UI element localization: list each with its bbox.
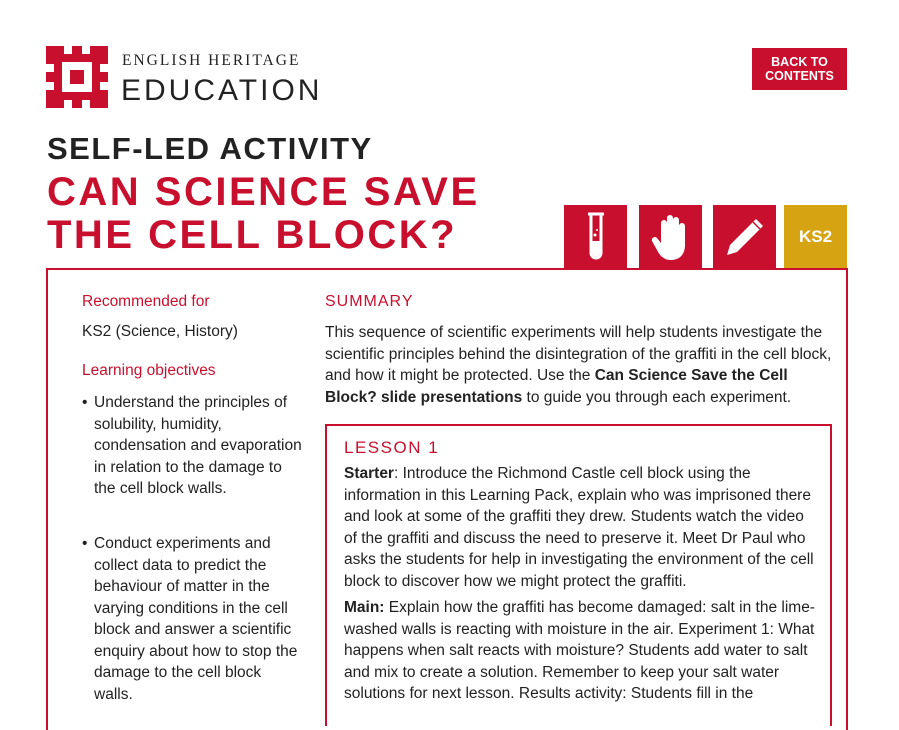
page-title-line1: CAN SCIENCE SAVE bbox=[47, 170, 480, 214]
activity-type-heading: SELF-LED ACTIVITY bbox=[47, 131, 373, 166]
logo-notch-bottom-right bbox=[82, 100, 90, 108]
starter-text: : Introduce the Richmond Castle cell block using the information in this Learning Pack, explain who was imprisoned there and look at some of the graffiti they drew. Students watch the video of the graffiti and discuss the need to preserve it. Meet Dr Paul who asks the students for help in investigating the environment of the cell block to discover how we might protect the graffiti. bbox=[344, 465, 814, 590]
summary-text bbox=[325, 322, 840, 408]
science-badge bbox=[564, 205, 627, 269]
pencil-icon bbox=[722, 214, 768, 260]
learning-objectives-heading: Learning objectives bbox=[82, 362, 216, 379]
objective-item bbox=[82, 392, 302, 500]
logo-center-inner bbox=[70, 70, 84, 84]
key-stage-badge: KS2 bbox=[784, 205, 847, 269]
summary-heading: SUMMARY bbox=[325, 293, 414, 310]
logo-notch-left-top bbox=[46, 64, 54, 72]
recommended-value: KS2 (Science, History) bbox=[82, 323, 238, 340]
logo-notch-right-bottom bbox=[100, 82, 108, 90]
objective-text: Understand the principles of solubility, humidity, condensation and evaporation in relation to the damage to the cell block walls. bbox=[94, 394, 302, 497]
slide-presentations-reference: Can Science Save the Cell Block? slide presentations bbox=[325, 367, 788, 406]
recommended-heading: Recommended for bbox=[82, 293, 210, 310]
back-button-line1: BACK TO bbox=[771, 55, 828, 69]
hand-icon bbox=[649, 211, 693, 263]
lesson-heading: LESSON 1 bbox=[344, 438, 440, 457]
english-heritage-logo bbox=[46, 46, 108, 108]
logo-notch-top-left bbox=[64, 46, 72, 54]
back-to-contents-button[interactable] bbox=[752, 48, 847, 90]
page-title-line2: THE CELL BLOCK? bbox=[47, 213, 458, 257]
main-text: Explain how the graffiti has become damaged: salt in the lime-washed walls is reacting with moisture in the air. Experiment 1: What happens when salt reacts with moisture? Students add water to salt and mix to create a solution. Remember to keep your salt water solutions for next lesson. Results activity: Students fill in the bbox=[344, 599, 815, 702]
lesson-main bbox=[344, 597, 816, 705]
brand-name-bottom: EDUCATION bbox=[121, 74, 323, 107]
logo-notch-left-bottom bbox=[46, 82, 54, 90]
bullet-icon: • bbox=[82, 394, 88, 411]
logo-notch-right-top bbox=[100, 64, 108, 72]
test-tube-icon bbox=[576, 211, 616, 263]
logo-notch-bottom-left bbox=[64, 100, 72, 108]
bullet-icon: • bbox=[82, 535, 88, 552]
writing-badge bbox=[713, 205, 776, 269]
objective-item bbox=[82, 533, 302, 705]
lesson-starter bbox=[344, 463, 816, 592]
summary-text-end: to guide you through each experiment. bbox=[522, 388, 792, 406]
starter-label: Starter bbox=[344, 465, 394, 482]
summary-text-intro: This sequence of scientific experiments will help students investigate the scientific principles behind the disintegration of the graffiti in the cell block, and how it might be protected. Use the bbox=[325, 324, 832, 384]
brand-name-top: ENGLISH HERITAGE bbox=[122, 52, 301, 69]
back-button-line2: CONTENTS bbox=[765, 69, 834, 83]
logo-notch-top-right bbox=[82, 46, 90, 54]
objective-text: Conduct experiments and collect data to predict the behaviour of matter in the varying conditions in the cell block and answer a scientific enquiry about how to stop the damage to the cell block walls. bbox=[94, 535, 298, 703]
hands-on-badge bbox=[639, 205, 702, 269]
main-label: Main: bbox=[344, 599, 385, 616]
